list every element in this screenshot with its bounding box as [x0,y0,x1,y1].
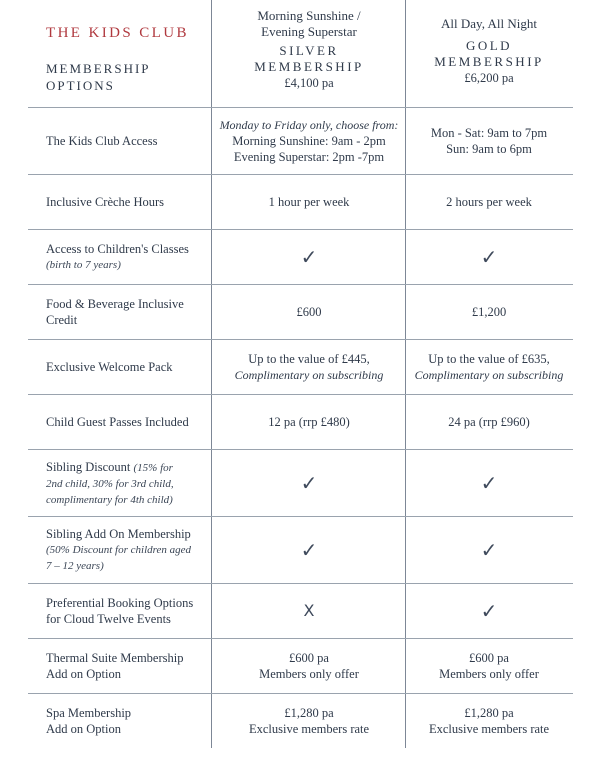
silver-value [212,584,406,638]
check-icon: ✓ [480,245,498,269]
value-line: Sun: 9am to 6pm [446,142,532,156]
silver-value [212,175,406,229]
silver-price: £4,100 pa [284,76,334,90]
value-line: Mon - Sat: 9am to 7pm [430,126,548,140]
value-line: 2 hours per week [446,195,532,209]
subtitle-line: MEMBERSHIP [46,61,151,76]
header-title-cell [46,24,211,94]
page-subtitle [46,60,151,94]
gold-value [406,175,572,229]
value-line: Members only offer [259,667,359,681]
row-label-main: Sibling Discount [46,459,131,474]
value-line: Exclusive members rate [428,722,550,736]
row-note: complimentary for 4th child) [46,493,173,506]
row-label-text: Access to Children's Classes [46,242,189,256]
cross-icon: X [303,601,315,620]
gold-value [406,450,572,516]
value-line: Exclusive members rate [248,722,370,736]
row-label [46,108,211,174]
silver-value [212,694,406,748]
check-icon: ✓ [300,245,318,269]
row-label-text: Exclusive Welcome Pack [46,360,173,374]
value-line: 12 pa (rrp £480) [268,415,350,429]
gold-value [406,694,572,748]
row-label-text [46,459,173,476]
row-label-text: Add on Option [46,722,121,736]
row-label-text: Inclusive Crèche Hours [46,195,165,209]
gold-value [406,340,572,394]
value-line: £1,280 pa [284,706,334,720]
silver-tier-label: SILVER [279,43,339,58]
silver-plan-name: Morning Sunshine / [257,8,361,23]
row-label-text: Credit [46,313,78,327]
check-icon: ✓ [300,471,318,495]
value-line: Up to the value of £635, [428,352,550,366]
row-label-text: Child Guest Passes Included [46,415,189,429]
gold-value [406,395,572,449]
value-line: £1,280 pa [464,706,514,720]
gold-tier-label: GOLD [465,38,513,53]
row-label [46,395,211,449]
gold-price: £6,200 pa [464,71,514,85]
gold-value [406,108,572,174]
row-note: (15% for [133,461,173,474]
row-note: (50% Discount for children aged [46,544,192,556]
silver-value [212,108,406,174]
check-icon: ✓ [480,599,498,623]
silver-value [212,395,406,449]
gold-value [406,230,572,284]
subtitle-line: OPTIONS [46,78,115,93]
row-label-text: The Kids Club Access [46,134,158,148]
value-line: £1,200 [471,305,507,319]
row-label [46,639,211,693]
row-note: 2nd child, 30% for 3rd child, [46,477,174,490]
value-line: Members only offer [439,667,539,681]
silver-value [212,639,406,693]
value-line: Morning Sunshine: 9am - 2pm [232,134,386,148]
row-label-text: Spa Membership [46,706,132,720]
row-note: 7 – 12 years) [46,560,104,572]
check-icon: ✓ [300,538,318,562]
row-label-text: Thermal Suite Membership [46,651,184,665]
value-line: 24 pa (rrp £960) [448,415,530,429]
silver-value [212,340,406,394]
silver-value [212,517,406,583]
check-icon: ✓ [480,471,498,495]
row-label [46,230,211,284]
gold-value [406,639,572,693]
value-line: Up to the value of £445, [248,352,370,366]
gold-value [406,285,572,339]
gold-plan-name: All Day, All Night [441,16,537,31]
silver-value [212,285,406,339]
gold-tier-label: MEMBERSHIP [434,54,544,69]
value-line: £600 pa [469,651,509,665]
row-label-text: Preferential Booking Options [46,596,194,610]
value-line: Evening Superstar: 2pm -7pm [233,150,385,164]
value-line: Complimentary on subscribing [234,368,384,382]
silver-value [212,230,406,284]
gold-value [406,584,572,638]
row-label [46,517,211,583]
silver-plan-name: Evening Superstar [261,24,357,39]
row-label [46,694,211,748]
value-line: £600 pa [289,651,329,665]
value-line: 1 hour per week [268,195,350,209]
row-label-text: Food & Beverage Inclusive [46,297,184,311]
gold-value [406,517,572,583]
page-title: THE KIDS CLUB [46,25,189,41]
row-label-text: Sibling Add On Membership [46,527,191,541]
row-label [46,175,211,229]
row-note: (birth to 7 years) [46,259,121,271]
row-label [46,285,211,339]
value-line: Monday to Friday only, choose from: [219,118,399,132]
silver-value [212,450,406,516]
silver-header [212,8,406,98]
row-label [46,584,211,638]
check-icon: ✓ [480,538,498,562]
gold-header [406,16,572,96]
row-label-text: Add on Option [46,667,121,681]
value-line: Complimentary on subscribing [414,368,564,382]
row-label-text: for Cloud Twelve Events [46,612,171,626]
value-line: £600 [296,305,322,319]
row-label [46,450,211,516]
silver-tier-label: MEMBERSHIP [254,59,364,74]
row-label [46,340,211,394]
